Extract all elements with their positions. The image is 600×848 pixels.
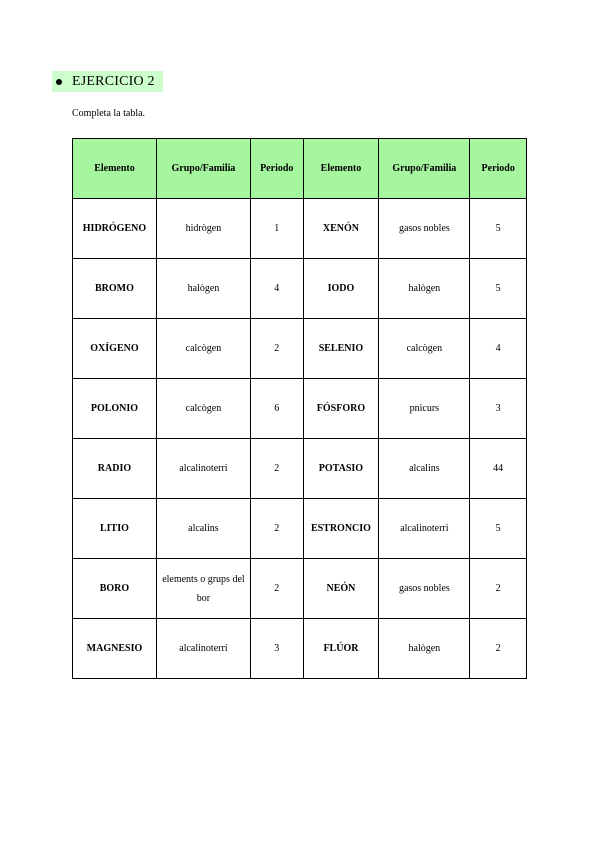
element-cell: POLONIO <box>73 379 157 439</box>
header-periodo-2: Periodo <box>470 139 527 199</box>
period-cell: 2 <box>470 559 527 619</box>
table-row <box>73 379 527 439</box>
period-cell: 4 <box>470 319 527 379</box>
period-cell: 2 <box>250 559 303 619</box>
group-cell: alcalinoterri <box>379 499 470 559</box>
group-cell: gasos nobles <box>379 199 470 259</box>
element-cell: OXÍGENO <box>73 319 157 379</box>
exercise-heading <box>52 71 163 92</box>
element-cell: POTASIO <box>303 439 379 499</box>
element-cell: FLÚOR <box>303 619 379 679</box>
exercise-title: EJERCICIO 2 <box>72 73 155 89</box>
table-row <box>73 499 527 559</box>
group-cell: gasos nobles <box>379 559 470 619</box>
element-cell: MAGNESIO <box>73 619 157 679</box>
element-cell: LITIO <box>73 499 157 559</box>
group-cell: alcalinoterri <box>156 619 250 679</box>
element-cell: FÓSFORO <box>303 379 379 439</box>
group-cell: alcalinoterri <box>156 439 250 499</box>
period-cell: 1 <box>250 199 303 259</box>
table-row <box>73 259 527 319</box>
group-cell: alcalins <box>156 499 250 559</box>
table-row <box>73 199 527 259</box>
group-cell: pnicurs <box>379 379 470 439</box>
group-cell: calcògen <box>156 379 250 439</box>
element-cell: IODO <box>303 259 379 319</box>
table-row <box>73 559 527 619</box>
element-cell: XENÓN <box>303 199 379 259</box>
table-row <box>73 619 527 679</box>
table-row <box>73 439 527 499</box>
element-cell: SELENIO <box>303 319 379 379</box>
period-cell: 3 <box>470 379 527 439</box>
period-cell: 2 <box>250 319 303 379</box>
elements-table <box>72 138 527 679</box>
header-grupo-familia-1: Grupo/Familia <box>156 139 250 199</box>
element-cell: BORO <box>73 559 157 619</box>
period-cell: 5 <box>470 499 527 559</box>
period-cell: 2 <box>250 439 303 499</box>
element-cell: NEÓN <box>303 559 379 619</box>
group-cell: halògen <box>379 619 470 679</box>
group-cell: halògen <box>379 259 470 319</box>
bullet-icon <box>56 79 62 85</box>
period-cell: 6 <box>250 379 303 439</box>
group-cell: calcògen <box>156 319 250 379</box>
table-row <box>73 319 527 379</box>
group-cell: halògen <box>156 259 250 319</box>
element-cell: HIDRÓGENO <box>73 199 157 259</box>
period-cell: 5 <box>470 199 527 259</box>
period-cell: 3 <box>250 619 303 679</box>
group-cell: elements o grups del bor <box>156 559 250 619</box>
group-cell: alcalins <box>379 439 470 499</box>
element-cell: ESTRONCIO <box>303 499 379 559</box>
element-cell: BROMO <box>73 259 157 319</box>
period-cell: 5 <box>470 259 527 319</box>
group-cell: calcògen <box>379 319 470 379</box>
table-header-row <box>73 139 527 199</box>
header-periodo-1: Periodo <box>250 139 303 199</box>
period-cell: 44 <box>470 439 527 499</box>
instruction-text: Completa la tabla. <box>72 108 146 119</box>
header-elemento-1: Elemento <box>73 139 157 199</box>
header-elemento-2: Elemento <box>303 139 379 199</box>
period-cell: 2 <box>250 499 303 559</box>
element-cell: RADIO <box>73 439 157 499</box>
group-cell: hidrògen <box>156 199 250 259</box>
period-cell: 4 <box>250 259 303 319</box>
header-grupo-familia-2: Grupo/Familia <box>379 139 470 199</box>
period-cell: 2 <box>470 619 527 679</box>
